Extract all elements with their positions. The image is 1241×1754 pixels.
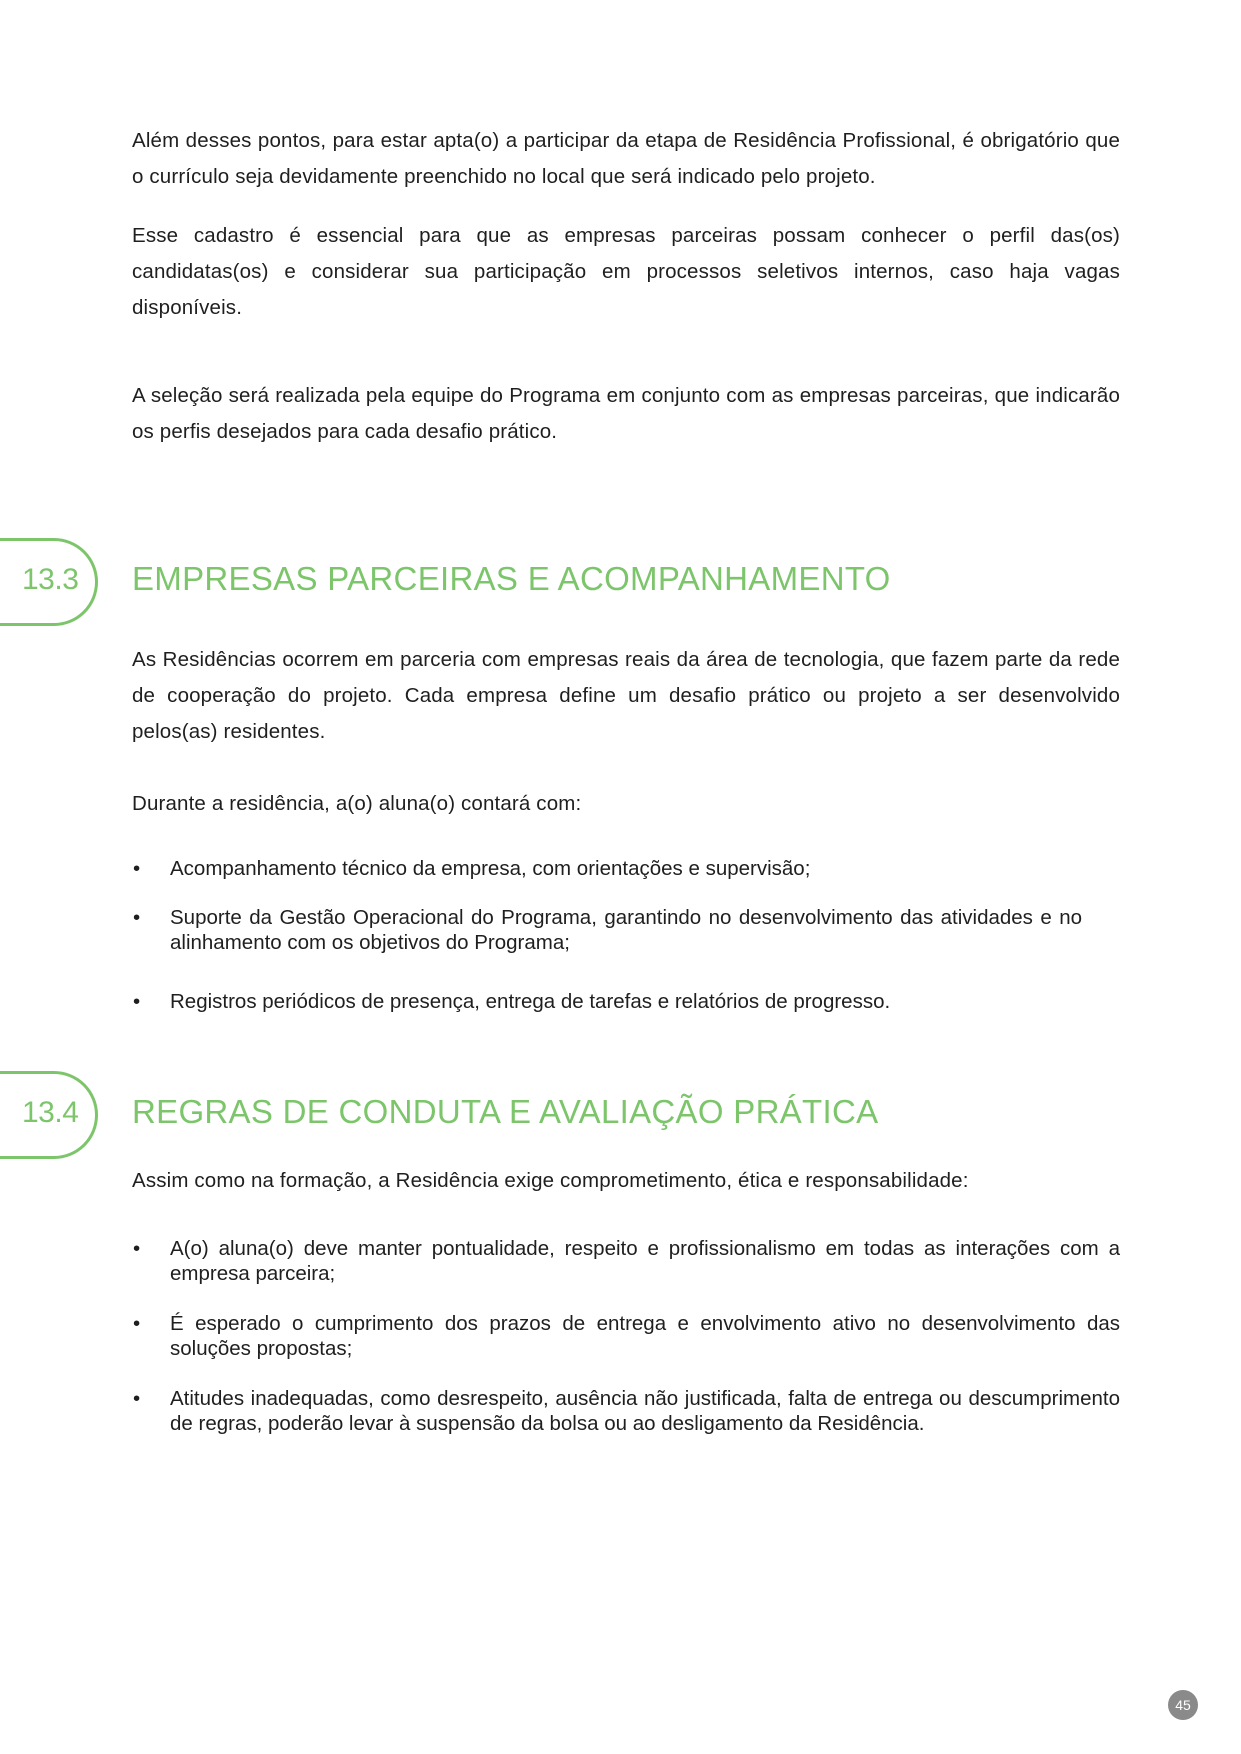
bullet-icon: • [133,1387,141,1410]
list-item-text: Suporte da Gestão Operacional do Programa, garantindo no desenvolvimento das atividades e no alinhamento com os objetivos do Programa; [170,906,1082,954]
bullet-icon: • [133,857,141,880]
section-title-13-4: REGRAS DE CONDUTA E AVALIAÇÃO PRÁTICA [132,1093,879,1130]
page-number-badge: 45 [1168,1690,1198,1720]
bullet-list-13-4 [132,1236,1120,1436]
list-item-text: Registros periódicos de presença, entrega de tarefas e relatórios de progresso. [170,990,891,1013]
bullet-icon: • [133,990,141,1013]
lead-residencia: Durante a residência, a(o) aluna(o) contará com: [132,792,582,815]
section-title-13-3: EMPRESAS PARCEIRAS E ACOMPANHAMENTO [132,560,891,597]
list-item [132,905,1082,955]
bullet-icon: • [133,1312,141,1335]
list-item [132,1386,1120,1436]
paragraph-residencias: As Residências ocorrem em parceria com empresas reais da área de tecnologia, que fazem parte da rede de cooperação do projeto. Cada empresa define um desafio prático ou projeto a ser desenvolvido pelos(as) residentes. [132,648,1120,743]
paragraph-cadastro: Esse cadastro é essencial para que as empresas parceiras possam conhecer o perfil das(os) candidatas(os) e considerar sua participação em processos seletivos internos, caso haja vagas disponíveis. [132,224,1120,319]
list-item-text: Acompanhamento técnico da empresa, com orientações e supervisão; [170,857,811,880]
bullet-icon: • [133,1237,141,1260]
list-item-text: A(o) aluna(o) deve manter pontualidade, respeito e profissionalismo em todas as interações com a empresa parceira; [170,1237,1120,1285]
paragraph-curriculo: Além desses pontos, para estar apta(o) a participar da etapa de Residência Profissional, é obrigatório que o currículo seja devidamente preenchido no local que será indicado pelo projeto. [132,129,1120,188]
list-item [132,1311,1120,1361]
list-item-text: Atitudes inadequadas, como desrespeito, ausência não justificada, falta de entrega ou descumprimento de regras, poderão levar à suspensão da bolsa ou ao desligamento da Residência. [170,1387,1120,1435]
list-item [132,989,1082,1014]
section-number-13-4: 13.4 [22,1096,79,1129]
list-item-text: É esperado o cumprimento dos prazos de entrega e envolvimento ativo no desenvolvimento das soluções propostas; [170,1312,1120,1360]
list-item [132,856,1082,881]
list-item [132,1236,1120,1286]
paragraph-selecao: A seleção será realizada pela equipe do Programa em conjunto com as empresas parceiras, que indicarão os perfis desejados para cada desafio prático. [132,384,1120,443]
bullet-list-13-3 [132,856,1082,1014]
section-number-13-3: 13.3 [22,563,79,596]
bullet-icon: • [133,906,141,929]
lead-conduta: Assim como na formação, a Residência exige comprometimento, ética e responsabilidade: [132,1169,969,1192]
